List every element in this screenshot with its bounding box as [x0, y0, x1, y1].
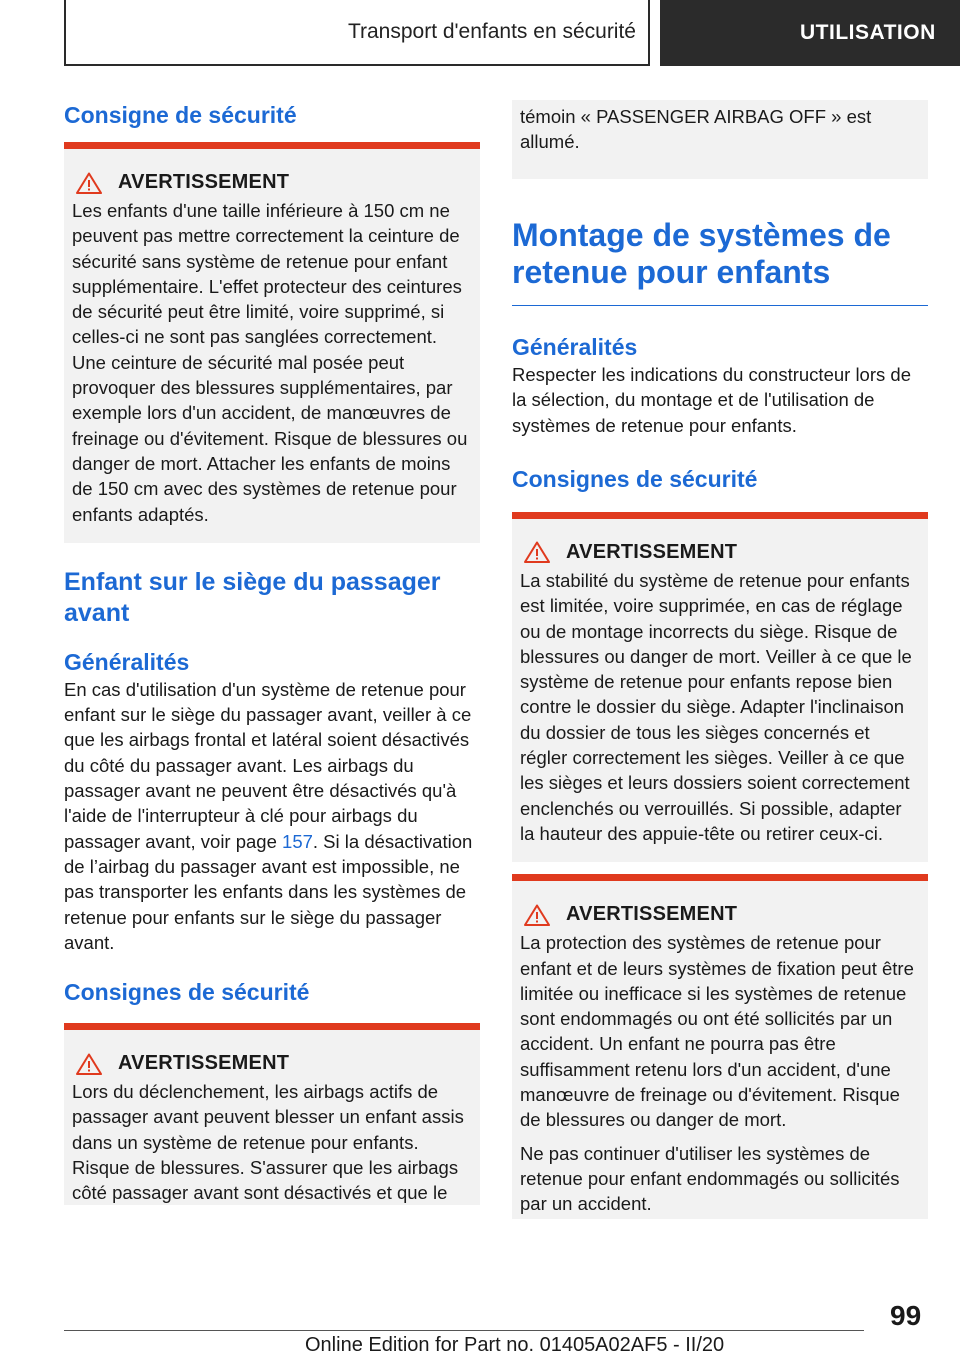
subsection-title-safety: Consignes de sécurité — [64, 979, 310, 1006]
warning-label: AVERTISSEMENT — [566, 903, 738, 926]
section-title-mounting: Montage de systèmes de retenue pour enfants — [512, 216, 891, 290]
footer-edition: Online Edition for Part no. 01405A02AF5 - II/20 — [305, 1334, 725, 1356]
warning-triangle-icon — [76, 172, 102, 194]
paragraph-text: En cas d'utilisation d'un système de retenue pour enfant sur le siège du passager avant, veiller à ce que les airbags frontal et latéral soient désactivés du côté du passager avant. Les airbags du passager avant ne peuvent être désactivés qu'à l'aide de l'interrupteur à clé pour airbags du passager avant, voir page — [64, 678, 472, 852]
warning-text: La protection des systèmes de retenue pour enfant et de leurs systèmes de fixation peut être limitée ou inefficace si les systèmes de retenue sont endommagés ou ont été sollicités par un accident. Un enfant ne pourra pas être suffisamment retenu lors d'un accident, d'une manœuvre de freinage ou d'évitement. Risque de blessures ou danger de mort. — [520, 932, 914, 1131]
warning-box — [512, 874, 928, 1218]
warning-triangle-icon — [76, 1053, 102, 1075]
subsection-title-general: Généralités — [512, 334, 638, 361]
warning-header — [72, 1052, 472, 1075]
page-reference-link[interactable]: 157 — [282, 830, 313, 852]
right-column — [512, 100, 928, 1219]
section-title-front-seat: Enfant sur le siège du passager avant — [64, 567, 441, 627]
paragraph-mounting: Respecter les indications du constructeur lors de la sélection, du montage et de l'utilisation de systèmes de retenue pour enfants. — [512, 364, 911, 436]
warning-text: Les enfants d'une taille inférieure à 150 cm ne peuvent pas mettre correctement la ceinture de sécurité sans système de retenue pour enfant supplémentaire. L'effet protecteur des ceintures de sécurité peut être limité, voire supprimé, si celles-ci ne sont pas sanglées correctement. Une ceinture de sécurité mal posée peut provoquer des blessures supplémentaires, par exemple lors d'un accident, de manœuvres de freinage ou d'évitement. Risque de blessures ou danger de mort. Attacher les enfants de moins de 150 cm avec des systèmes de retenue pour enfants adaptés. — [72, 200, 468, 525]
warning-continuation-box — [512, 100, 928, 179]
warning-triangle-icon — [524, 904, 550, 926]
section-divider — [512, 305, 928, 307]
warning-text-instruction: Ne pas continuer d'utiliser les systèmes de retenue pour enfant endommagés ou sollicités par un accident. — [520, 1142, 900, 1215]
warning-box — [512, 512, 928, 862]
warning-label: AVERTISSEMENT — [118, 1052, 290, 1075]
header-section-title: UTILISATION — [800, 21, 936, 44]
header-chapter-title: Transport d'enfants en sécurité — [347, 20, 636, 43]
paragraph-text-end: . Si la désactivation de l’airbag du passager avant est impossible, ne pas transporter les enfants dans les systèmes de retenue pour enfants sur le siège du passager avant. — [64, 830, 473, 953]
paragraph-front-seat — [64, 677, 480, 955]
warning-text: La stabilité du système de retenue pour enfants est limitée, voire supprimée, en cas de réglage ou de montage incorrects du siège. Risque de blessures ou danger de mort. Veiller à ce que le système de retenue pour enfants repose bien contre le dossier du siège. Adapter l'inclinaison du dossier de tous les sièges concernés et régler correctement les sièges. Veiller à ce que les sièges et leurs dossiers soient correctement enclenchés ou verrouillés. Si possible, adapter la hauteur des appuie-tête ou retirer ceux-ci. — [520, 569, 912, 844]
warning-continuation-text: témoin « PASSENGER AIRBAG OFF » est allumé. — [520, 106, 872, 153]
footer-divider — [64, 1330, 864, 1331]
warning-header — [72, 171, 472, 194]
subsection-title-general: Généralités — [64, 648, 190, 675]
left-column — [64, 100, 480, 1205]
header-chapter-tab — [64, 0, 650, 66]
subsection-title-safety: Consignes de sécurité — [512, 465, 758, 492]
page-number: 99 — [890, 1300, 922, 1331]
warning-label: AVERTISSEMENT — [118, 171, 290, 193]
warning-text: Lors du déclenchement, les airbags actifs de passager avant peuvent blesser un enfant assis dans un système de retenue pour enfants. Risque de blessures. S'assurer que les airbags côté passager avant sont désactivés et que le — [72, 1081, 464, 1204]
warning-header — [520, 903, 920, 926]
header-section-tab — [660, 0, 960, 66]
warning-label: AVERTISSEMENT — [566, 540, 738, 563]
warning-triangle-icon — [524, 541, 550, 563]
warning-header — [520, 541, 920, 564]
warning-box — [64, 1023, 480, 1205]
section-title-safety: Consigne de sécurité — [64, 102, 297, 128]
warning-box — [64, 142, 480, 543]
